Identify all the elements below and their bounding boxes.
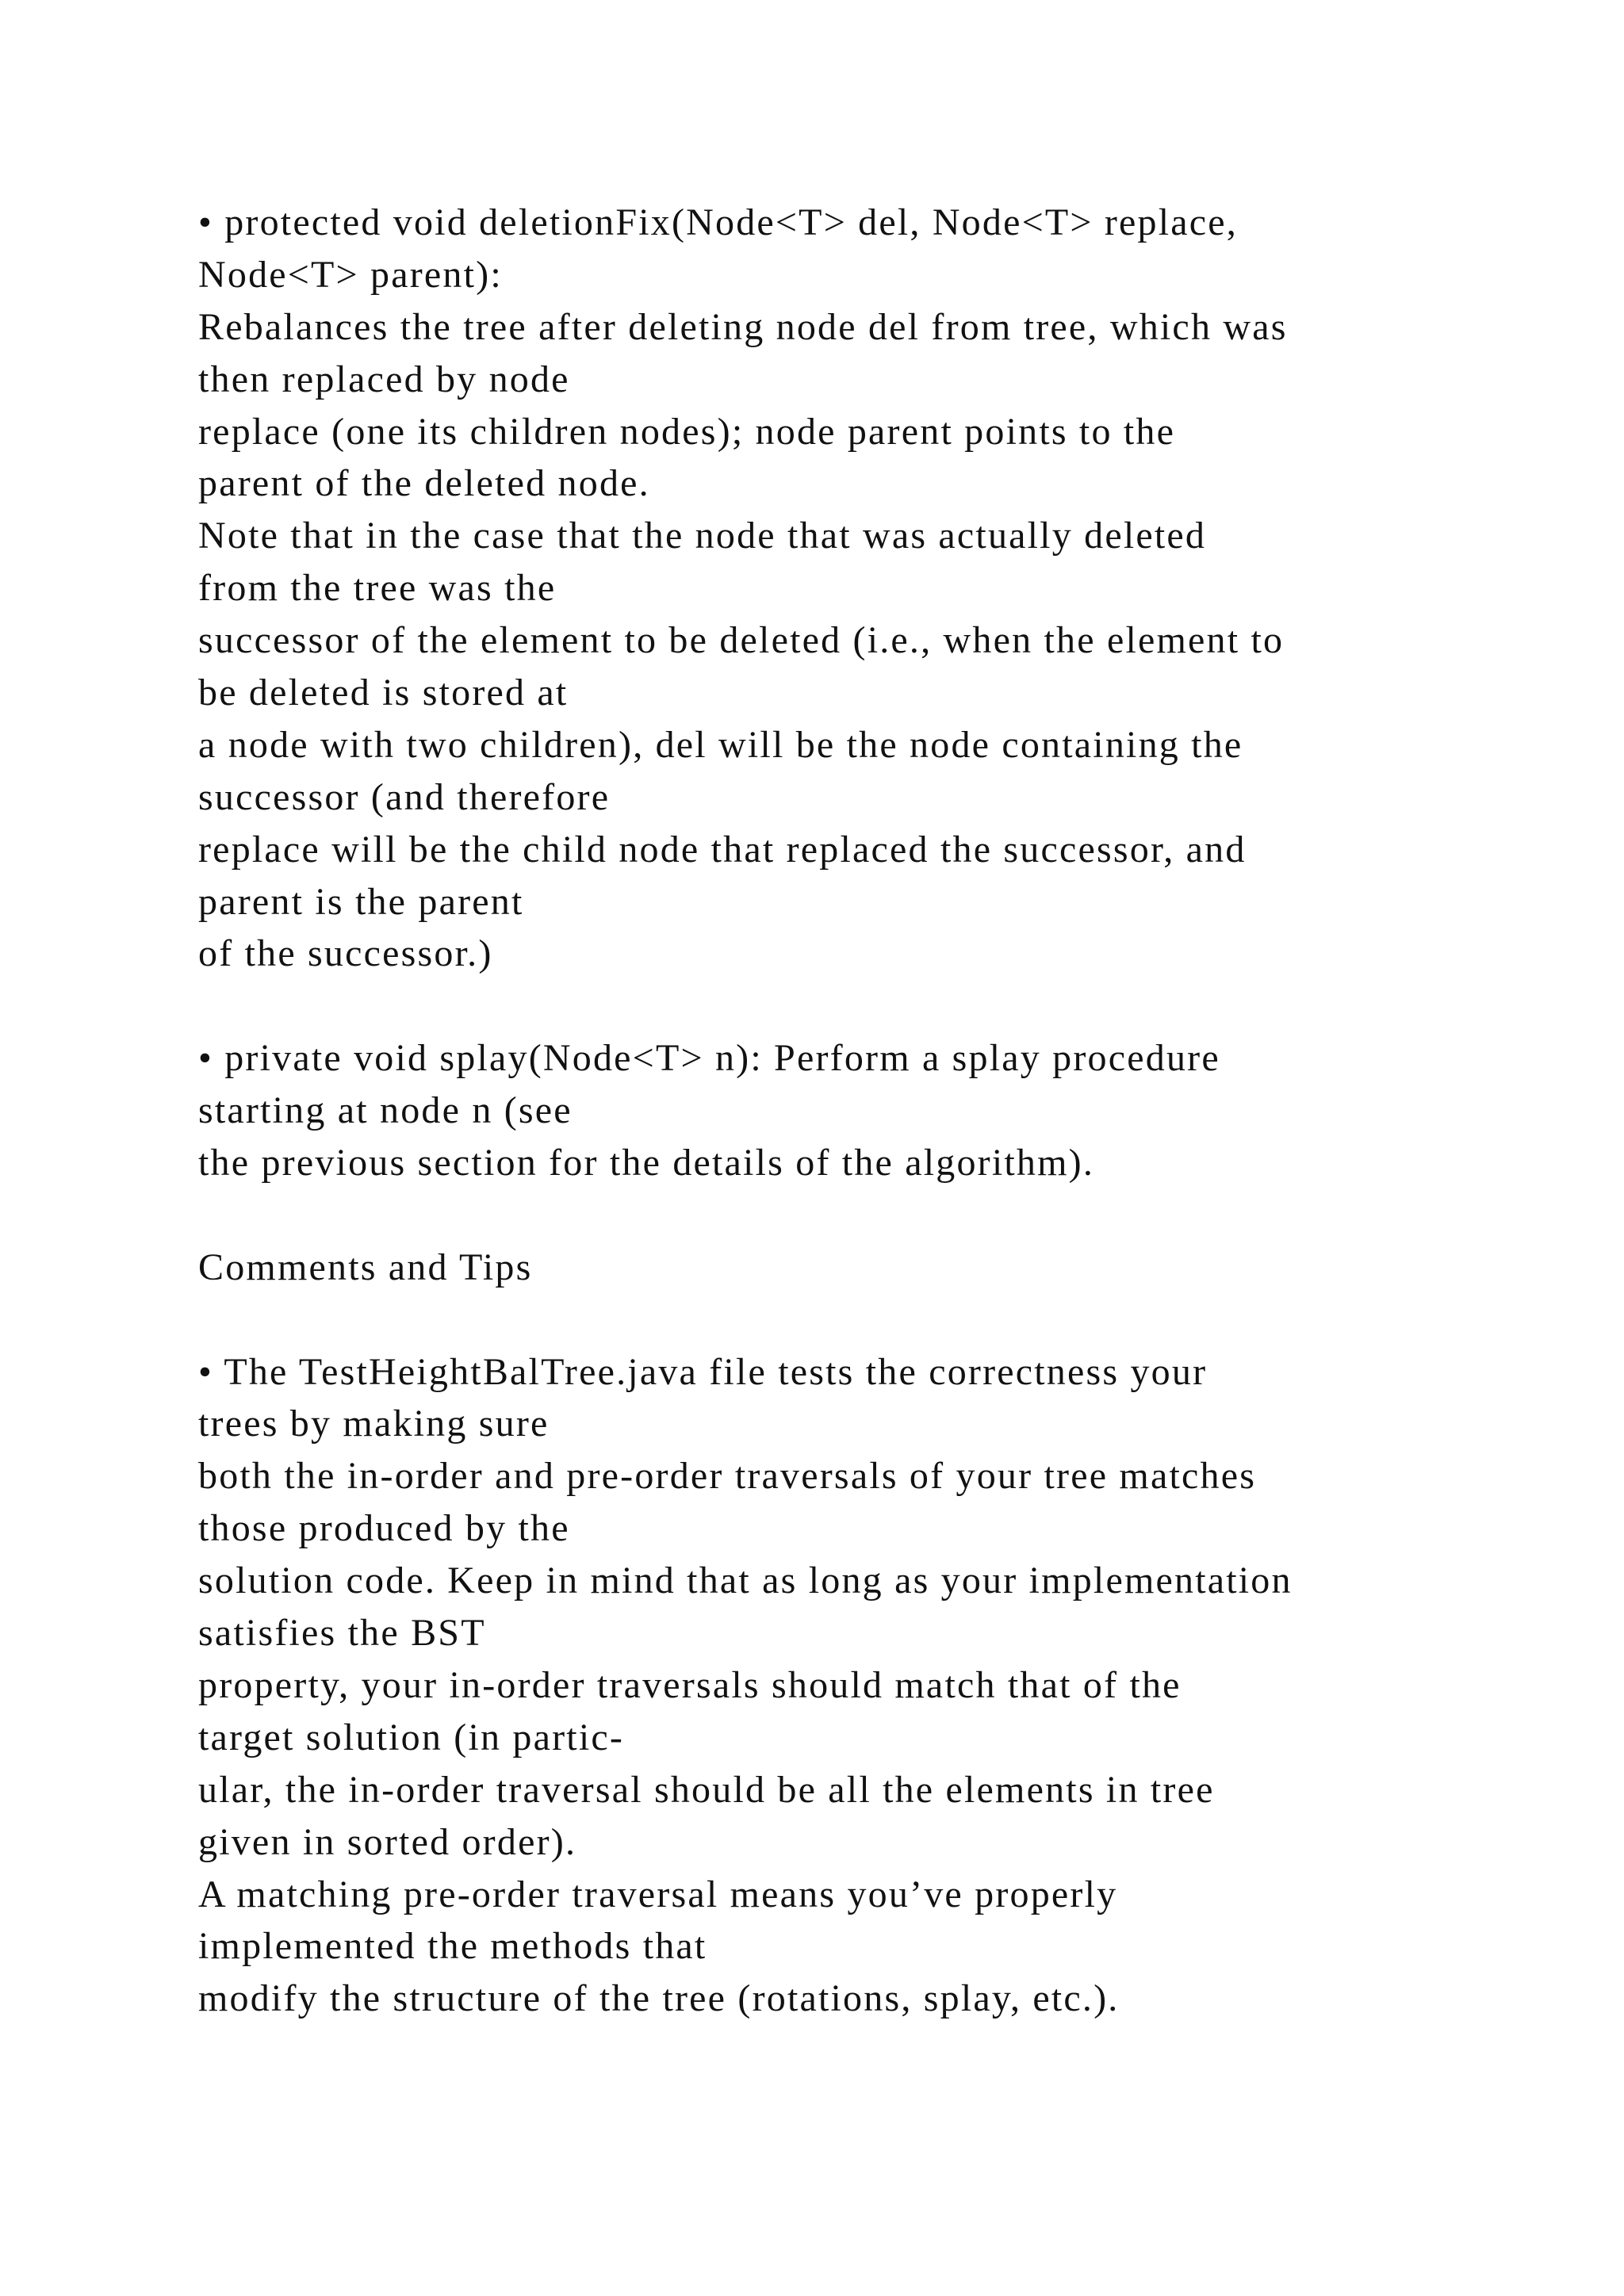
text-line: of the successor.) bbox=[198, 932, 493, 975]
text-line: property, your in-order traversals should match that of the bbox=[198, 1663, 1182, 1706]
text-line: parent is the parent bbox=[198, 880, 524, 923]
text-line: both the in-order and pre-order traversals of your tree matches bbox=[198, 1455, 1257, 1498]
text-line: Node<T> parent): bbox=[198, 253, 503, 296]
blank-line bbox=[198, 1294, 1546, 1346]
text-line: successor (and therefore bbox=[198, 775, 611, 818]
text-line: from the tree was the bbox=[198, 567, 557, 610]
text-line: replace will be the child node that replaced the successor, and bbox=[198, 828, 1247, 871]
document-text bbox=[198, 197, 1546, 2025]
text-line: A matching pre-order traversal means you’ve properly bbox=[198, 1873, 1118, 1915]
text-line: solution code. Keep in mind that as long as your implementation bbox=[198, 1559, 1293, 1602]
text-line: implemented the methods that bbox=[198, 1925, 707, 1968]
text-line: • The TestHeightBalTree.java file tests the correctness your bbox=[198, 1350, 1208, 1393]
text-line: starting at node n (see bbox=[198, 1089, 573, 1132]
text-line: replace (one its children nodes); node parent points to the bbox=[198, 410, 1176, 453]
blank-line bbox=[198, 980, 1546, 1032]
text-line: given in sorted order). bbox=[198, 1820, 577, 1863]
text-line: a node with two children), del will be the node containing the bbox=[198, 723, 1243, 766]
text-line: then replaced by node bbox=[198, 358, 570, 400]
text-line: • protected void deletionFix(Node<T> del, Node<T> replace, bbox=[198, 201, 1238, 243]
text-line: • private void splay(Node<T> n): Perform a splay procedure bbox=[198, 1037, 1220, 1080]
text-line: target solution (in partic- bbox=[198, 1716, 625, 1758]
text-line: trees by making sure bbox=[198, 1402, 550, 1445]
text-line: Note that in the case that the node that was actually deleted bbox=[198, 515, 1207, 557]
text-line: modify the structure of the tree (rotations, splay, etc.). bbox=[198, 1977, 1120, 2020]
text-line: satisfies the BST bbox=[198, 1612, 486, 1655]
text-line: successor of the element to be deleted (i.e., when the element to bbox=[198, 619, 1285, 662]
text-line: ular, the in-order traversal should be all the elements in tree bbox=[198, 1768, 1215, 1811]
text-line: Rebalances the tree after deleting node del from tree, which was bbox=[198, 305, 1288, 348]
text-line: those produced by the bbox=[198, 1507, 570, 1550]
text-line: Comments and Tips bbox=[198, 1246, 533, 1288]
text-line: be deleted is stored at bbox=[198, 672, 569, 714]
blank-line bbox=[198, 1189, 1546, 1242]
text-line: the previous section for the details of the algorithm). bbox=[198, 1142, 1095, 1184]
text-line: parent of the deleted node. bbox=[198, 462, 650, 505]
